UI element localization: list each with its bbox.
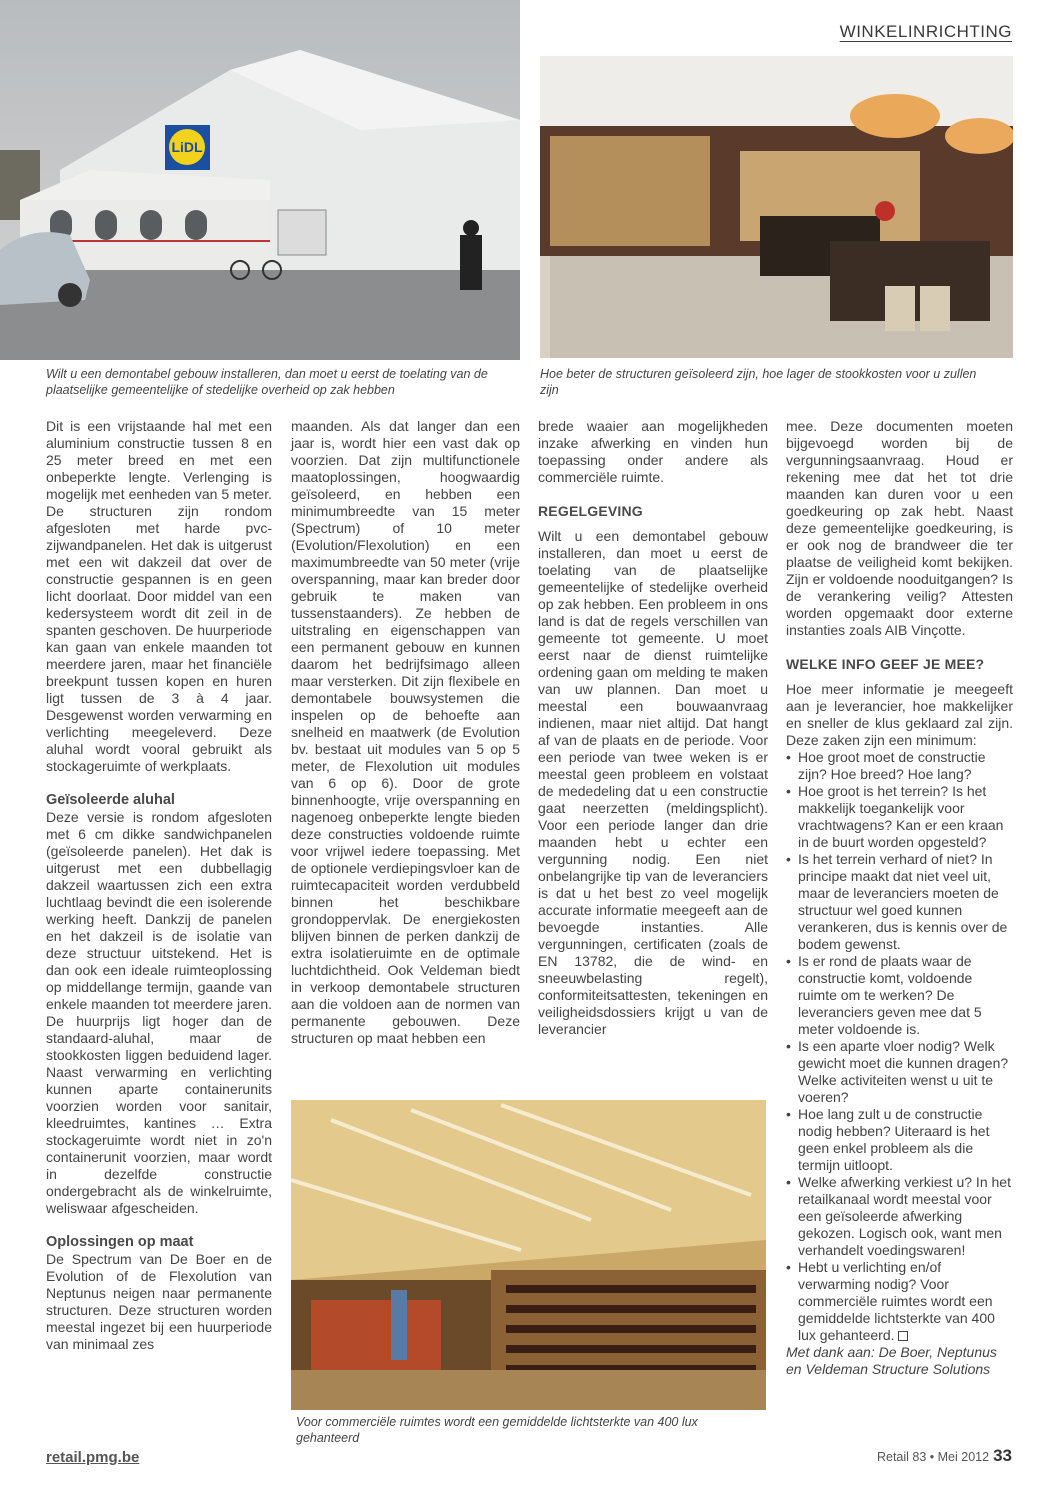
bakery-caption: Hoe beter de structuren geïsoleerd zijn, hoe lager de stookkosten voor u zullen zijn (540, 367, 977, 397)
paragraph: Dit is een vrijstaande hal met een aluminium constructie tussen 8 en 25 meter breed en met een onbeperkte lengte. Verlenging is mogelijk met eenheden van 5 meter. De structuren zijn rondom afgesloten met harde pvc-zijwandpanelen. Het dak is uitgerust met een wit dakzeil dat over de constructie gespannen is en geen licht doorlaat. Door middel van een kedersysteem wordt dit zeil in de spanten geschoven. De huurperiode kan gaan van enkele maanden tot meerdere jaren, maar het financiële breekpunt tussen kopen en huren ligt tussen de 3 à 4 jaar. Desgewenst worden verwarming en verlichting meegeleverd. Deze aluhal wordt vooral gebruikt als stockageruimte of werkplaats. (46, 418, 272, 774)
list-item: • Hoe groot is het terrein? Is het makkelijk toegankelijk voor vrachtwagens? Kan er een kraan in de buurt worden opgesteld? (786, 783, 1013, 851)
page-number: 33 (993, 1446, 1012, 1465)
paragraph: Wilt u een demontabel gebouw installeren, dan moet u eerst de toelating van de plaatselijke gemeentelijke of stedelijke overheid op zak hebben. Een probleem in ons land is dat de regels verschillen van gemeente tot gemeente. U moet eerst naar de dienst ruimtelijke ordening gaan om melding te maken van uw plannen. Dan moet u meestal een bouwaanvraag indienen, maar niet altijd. Dat hangt af van de plaats en de periode. Voor een periode van twee weken is er meestal geen probleem en volstaat de mededeling dat u een constructie gaat neerzetten (meldingsplicht). Voor een periode langer dan drie maanden hebt u echter een vergunning nodig. Een niet onbelangrijke tip van de leveranciers is dat u het best zo veel mogelijk accurate informatie meegeeft aan de bevoegde instanties. Alle vergunningen, certificaten (zoals de EN 13782, die de wind- en sneeuwbelasting regelt), conformiteitsattesten, tekeningen en veiligheidsdossiers krijgt u van de leverancier (538, 528, 768, 1037)
page-footer (877, 1446, 1012, 1466)
acknowledgement: Met dank aan: De Boer, Neptunus en Veldeman Structure Solutions (786, 1344, 997, 1377)
store-photo (291, 1100, 766, 1410)
section-title: WINKELINRICHTING (839, 22, 1012, 41)
tent-caption: Wilt u een demontabel gebouw installeren, dan moet u eerst de toelating van de plaatselijke gemeentelijke of stedelijke overheid op zak hebben (46, 367, 488, 397)
list-item: • Welke afwerking verkiest u? In het retailkanaal wordt meestal voor een geïsoleerde afwerking gekozen. Logisch ook, want men verhandelt voedingswaren! (786, 1174, 1013, 1259)
logo-text: LiDL (171, 139, 203, 155)
list-item: • Is er rond de plaats waar de constructie komt, voldoende ruimte om te werken? De leveranciers geven mee dat 5 meter voldoende is. (786, 953, 1013, 1038)
list-item: • Hoe lang zult u de constructie nodig hebben? Uiteraard is het geen enkel probleem als die termijn uitloopt. (786, 1106, 1013, 1174)
column-1 (46, 418, 272, 1353)
tent-photo (0, 0, 520, 360)
paragraph: maanden. Als dat langer dan een jaar is, wordt hier een vast dak op voorzien. Dat zijn multifunctionele maatoplossingen, hoogwaardig geïsoleerd, en hebben een minimumbreedte van 15 meter (Spectrum) of 10 meter (Evolution/Flexolution) en een maximumbreedte van 50 meter (vrije overspanning, maar kan breder door gebruik te maken van tussenstaanders). Ze hebben de uitstraling en eigenschappen van een permanent gebouw en kunnen daarom het bedrijfsimago alleen maar versterken. Dit zijn flexibele en demontabele bouwsystemen die inspelen op de behoefte aan snelheid en maatwerk (de Evolution bv. bestaat uit modules van 5 op 5 meter, de Flexolution uit modules van 6 op 6). Door de grote binnenhoogte, vrije overspanning en nagenoeg onbeperkte lengte bieden deze constructies voldoende ruimte voor vrijwel iedere toepassing. Met de optionele verdiepingsvloer kan de ruimtecapaciteit worden verdubbeld binnen het beschikbare grondoppervlak. De energiekosten blijven binnen de perken dankzij de extra isolatieruimte en de optimale luchtdichtheid. Ook Veldeman biedt in verkoop demontabele structuren aan die voldoen aan de normen van permanente gebouwen. Deze structuren op maat hebben een (291, 418, 520, 1046)
paragraph: Hoe meer informatie je meegeeft aan je leverancier, hoe makkelijker en sneller de klus geklaard zal zijn. Deze zaken zijn een minimum: (786, 681, 1013, 748)
heading: REGELGEVING (538, 503, 643, 519)
list-item: • Hoe groot moet de constructie zijn? Hoe breed? Hoe lang? (786, 749, 1013, 783)
issue-info: Retail 83 • Mei 2012 (876, 1450, 990, 1464)
subheading: Geïsoleerde aluhal (46, 792, 175, 808)
paragraph: Deze versie is rondom afgesloten met 6 cm dikke sandwichpanelen (geïsoleerde panelen). Het dak is uitgerust met een dubbellagig dakzeil waartussen zich een extra luchtlaag bevindt die een isolerende werking heeft. Dankzij de panelen en het dakzeil is de isolatie van deze structuur uitstekend. Het is dan ook een ideale ruimteoplossing op middellange termijn, gaande van enkele maanden tot meerdere jaren. De huurprijs ligt hoger dan de standaard-aluhal, maar de stookkosten liggen beduidend lager. Naast verwarming en verlichting kunnen aparte containerunits voorzien worden voor sanitair, kleedruimtes, kantines … Extra stockageruimte wordt niet in zo'n containerunit voorzien, maar wordt in dezelfde constructie ondergebracht als de winkelruimte, weliswaar afgescheiden. (46, 809, 272, 1216)
list-item-text: Hebt u verlichting en/of verwarming nodig? Voor commerciële ruimtes wordt een gemiddelde lichtsterkte van 400 lux gehanteerd. (798, 1259, 995, 1343)
paragraph: mee. Deze documenten moeten bijgevoegd worden bij de vergunningsaanvraag. Houd er rekening mee dat het tot drie maanden kan duren voor u een goedkeuring op zak hebt. Naast deze gemeentelijke goedkeuring, is er ook nog de brandweer die ter plaatse de veiligheid komt bekijken. Zijn er voldoende nooduitgangen? Is de verankering veilig? Attesten worden opgemaakt door externe instanties zoals AIB Vinçotte. (786, 418, 1013, 638)
heading: WELKE INFO GEEF JE MEE? (786, 656, 985, 672)
bakery-photo (540, 56, 1013, 358)
column-2 (291, 418, 520, 1047)
info-list (786, 749, 1013, 1344)
list-item: • Is een aparte vloer nodig? Welk gewicht moet die kunnen dragen? Welke activiteiten wenst u uit te voeren? (786, 1038, 1013, 1106)
subheading: Oplossingen op maat (46, 1234, 194, 1250)
paragraph: De Spectrum van De Boer en de Evolution of de Flexolution van Neptunus neigen naar permanente structuren. Deze structuren worden meestal ingezet bij een huurperiode van minimaal zes (46, 1251, 272, 1352)
list-item (786, 1259, 1013, 1344)
website-link[interactable]: retail.pmg.be (46, 1449, 140, 1466)
store-caption: Voor commerciële ruimtes wordt een gemiddelde lichtsterkte van 400 lux gehanteerd (296, 1415, 698, 1445)
column-4 (786, 418, 1013, 1378)
paragraph: brede waaier aan mogelijkheden inzake afwerking en vinden hun toepassing onder andere als commerciële ruimte. (538, 418, 768, 485)
column-3 (538, 418, 768, 1038)
end-mark-icon (898, 1331, 908, 1341)
list-item: • Is het terrein verhard of niet? In principe maakt dat niet veel uit, maar de leveranciers moeten de structuur wel goed kunnen verankeren, dus is kennis over de bodem gewenst. (786, 851, 1013, 953)
